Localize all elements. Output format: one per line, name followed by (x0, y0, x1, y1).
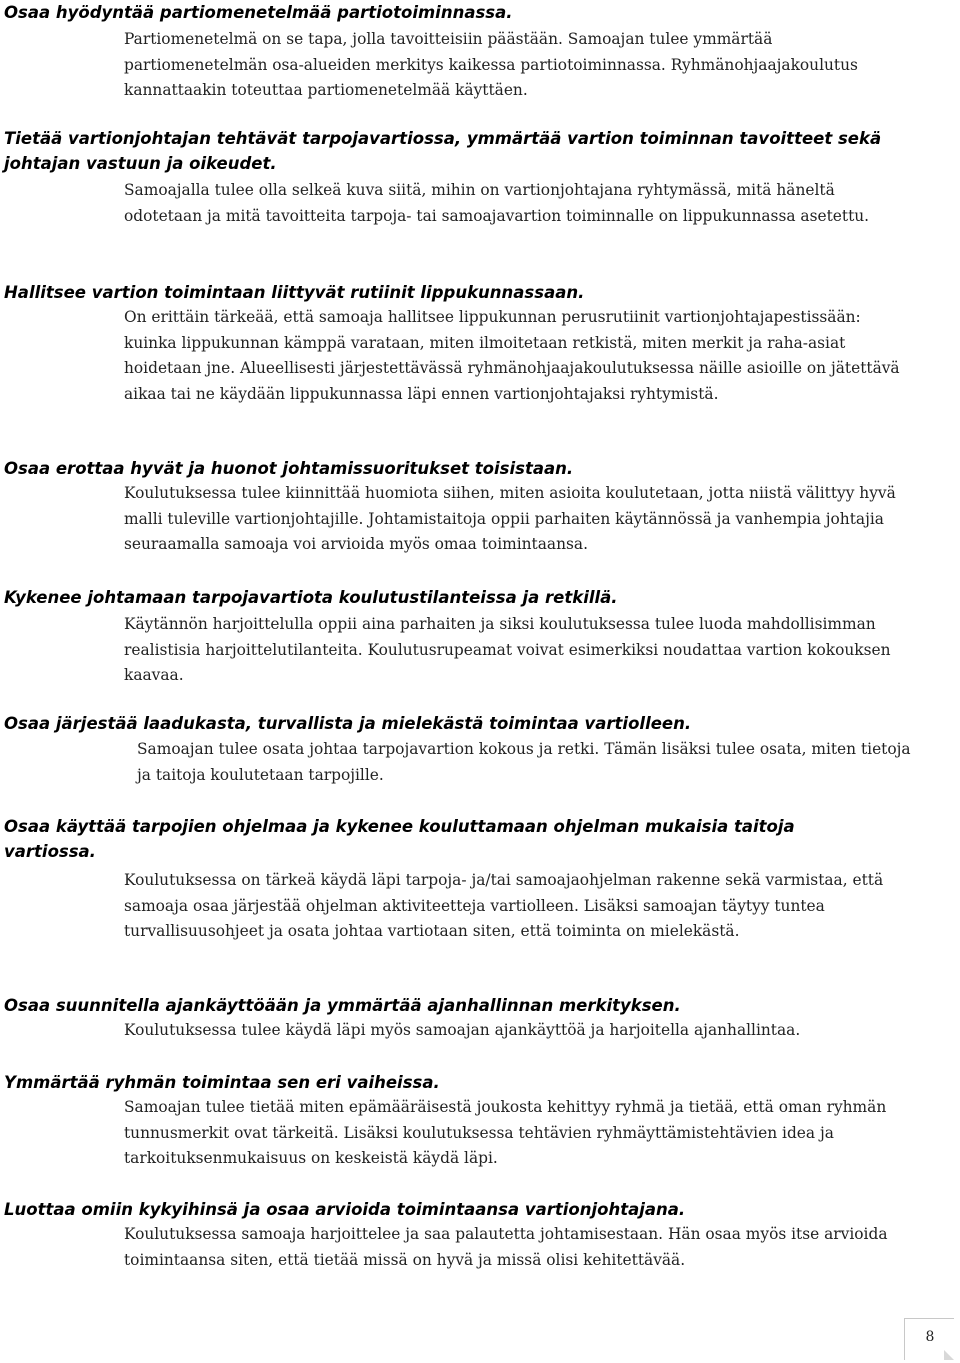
section-body: Koulutuksessa tulee käydä läpi myös samoajan ajankäyttöä ja harjoitella ajanhallintaa. (124, 1021, 801, 1039)
page-number: 8 (925, 1329, 935, 1345)
section-heading: Osaa suunnitella ajankäyttöään ja ymmärtää ajanhallinnan merkityksen. (4, 996, 681, 1015)
section-4 (0, 456, 960, 558)
section-body: Samoajan tulee tietää miten epämääräisestä joukosta kehittyy ryhmä ja tietää, että oman ryhmän tunnusmerkit ovat tärkeitä. Lisäksi koulutuksessa tehtävien ryhmäyttämistehtävien idea ja tarkoituksenmukaisuus on keskeistä käydä läpi. (124, 1098, 887, 1167)
section-body: Koulutuksessa tulee kiinnittää huomiota siihen, miten asioita koulutetaan, jotta niistä välittyy hyvä malli tuleville vartionjohtajille. Johtamistaitoja oppii parhaiten käytännössä ja vanhempia johtajia seuraamalla samoaja voi arvioida myös omaa toimintaansa. (124, 484, 896, 553)
section-body: Koulutuksessa on tärkeä käydä läpi tarpoja- ja/tai samoajaohjelman rakenne sekä varmistaa, että samoaja osaa järjestää ohjelman aktiviteetteja vartiolleen. Lisäksi samoajan täytyy tuntea turvallisuusohjeet ja osata johtaa vartiotaan siten, että toiminta on mielekästä. (124, 871, 884, 940)
section-8 (0, 993, 960, 1044)
section-3 (0, 280, 960, 407)
section-heading: Osaa erottaa hyvät ja huonot johtamissuoritukset toisistaan. (4, 459, 574, 478)
section-body: Samoajan tulee osata johtaa tarpojavartion kokous ja retki. Tämän lisäksi tulee osata, miten tietoja ja taitoja koulutetaan tarpojille. (137, 740, 911, 784)
section-body: Käytännön harjoittelulla oppii aina parhaiten ja siksi koulutuksessa tulee luoda mahdollisimman realistisia harjoittelutilanteita. Koulutusrupeamat voivat esimerkiksi noudattaa vartion kokouksen kaavaa. (124, 615, 891, 684)
section-2 (0, 126, 960, 229)
section-heading: Ymmärtää ryhmän toimintaa sen eri vaiheissa. (4, 1073, 440, 1092)
section-9 (0, 1070, 960, 1172)
section-heading: Osaa järjestää laadukasta, turvallista ja mielekästä toimintaa vartiolleen. (4, 714, 692, 733)
page-number-box (904, 1318, 954, 1360)
section-body: On erittäin tärkeää, että samoaja hallitsee lippukunnan perusrutiinit vartionjohtajapestissään: kuinka lippukunnan kämppä varataan, miten ilmoitetaan retkistä, miten merkit ja raha-asiat hoidetaan jne. Alueellisesti järjestettävässä ryhmänohjaajakoulutuksessa näille asioille on jätettävä aikaa tai ne käydään lippukunnassa läpi ennen vartionjohtajaksi ryhtymistä. (124, 308, 900, 403)
section-5 (0, 585, 960, 689)
page-corner-fold (944, 1350, 954, 1360)
section-body: Partiomenetelmä on se tapa, jolla tavoitteisiin päästään. Samoajan tulee ymmärtää partiomenetelmän osa-alueiden merkitys kaikessa partiotoiminnassa. Ryhmänohjaajakoulutus kannattaakin toteuttaa partiomenetelmää käyttäen. (124, 30, 858, 99)
section-heading: Hallitsee vartion toimintaan liittyvät rutiinit lippukunnassaan. (4, 283, 585, 302)
section-1 (0, 0, 960, 104)
section-heading: Luottaa omiin kykyihinsä ja osaa arvioida toimintaansa vartionjohtajana. (4, 1200, 686, 1219)
section-heading: Tietää vartionjohtajan tehtävät tarpojavartiossa, ymmärtää vartion toiminnan tavoitteet sekä johtajan vastuun ja oikeudet. (4, 129, 882, 173)
section-heading: Osaa käyttää tarpojien ohjelmaa ja kykenee kouluttamaan ohjelman mukaisia taitoja vartiossa. (4, 817, 795, 861)
section-10 (0, 1197, 960, 1273)
section-7 (0, 814, 960, 945)
section-body: Samoajalla tulee olla selkeä kuva siitä, mihin on vartionjohtajana ryhtymässä, mitä häneltä odotetaan ja mitä tavoitteita tarpoja- tai samoajavartion toiminnalle on lippukunnassa asetettu. (124, 181, 870, 225)
section-heading: Kykenee johtamaan tarpojavartiota koulutustilanteissa ja retkillä. (4, 588, 618, 607)
section-6 (0, 711, 960, 788)
section-body: Koulutuksessa samoaja harjoittelee ja saa palautetta johtamisestaan. Hän osaa myös itse arvioida toimintaansa siten, että tietää missä on hyvä ja missä olisi kehitettävää. (124, 1225, 888, 1269)
section-heading: Osaa hyödyntää partiomenetelmää partiotoiminnassa. (4, 3, 513, 22)
